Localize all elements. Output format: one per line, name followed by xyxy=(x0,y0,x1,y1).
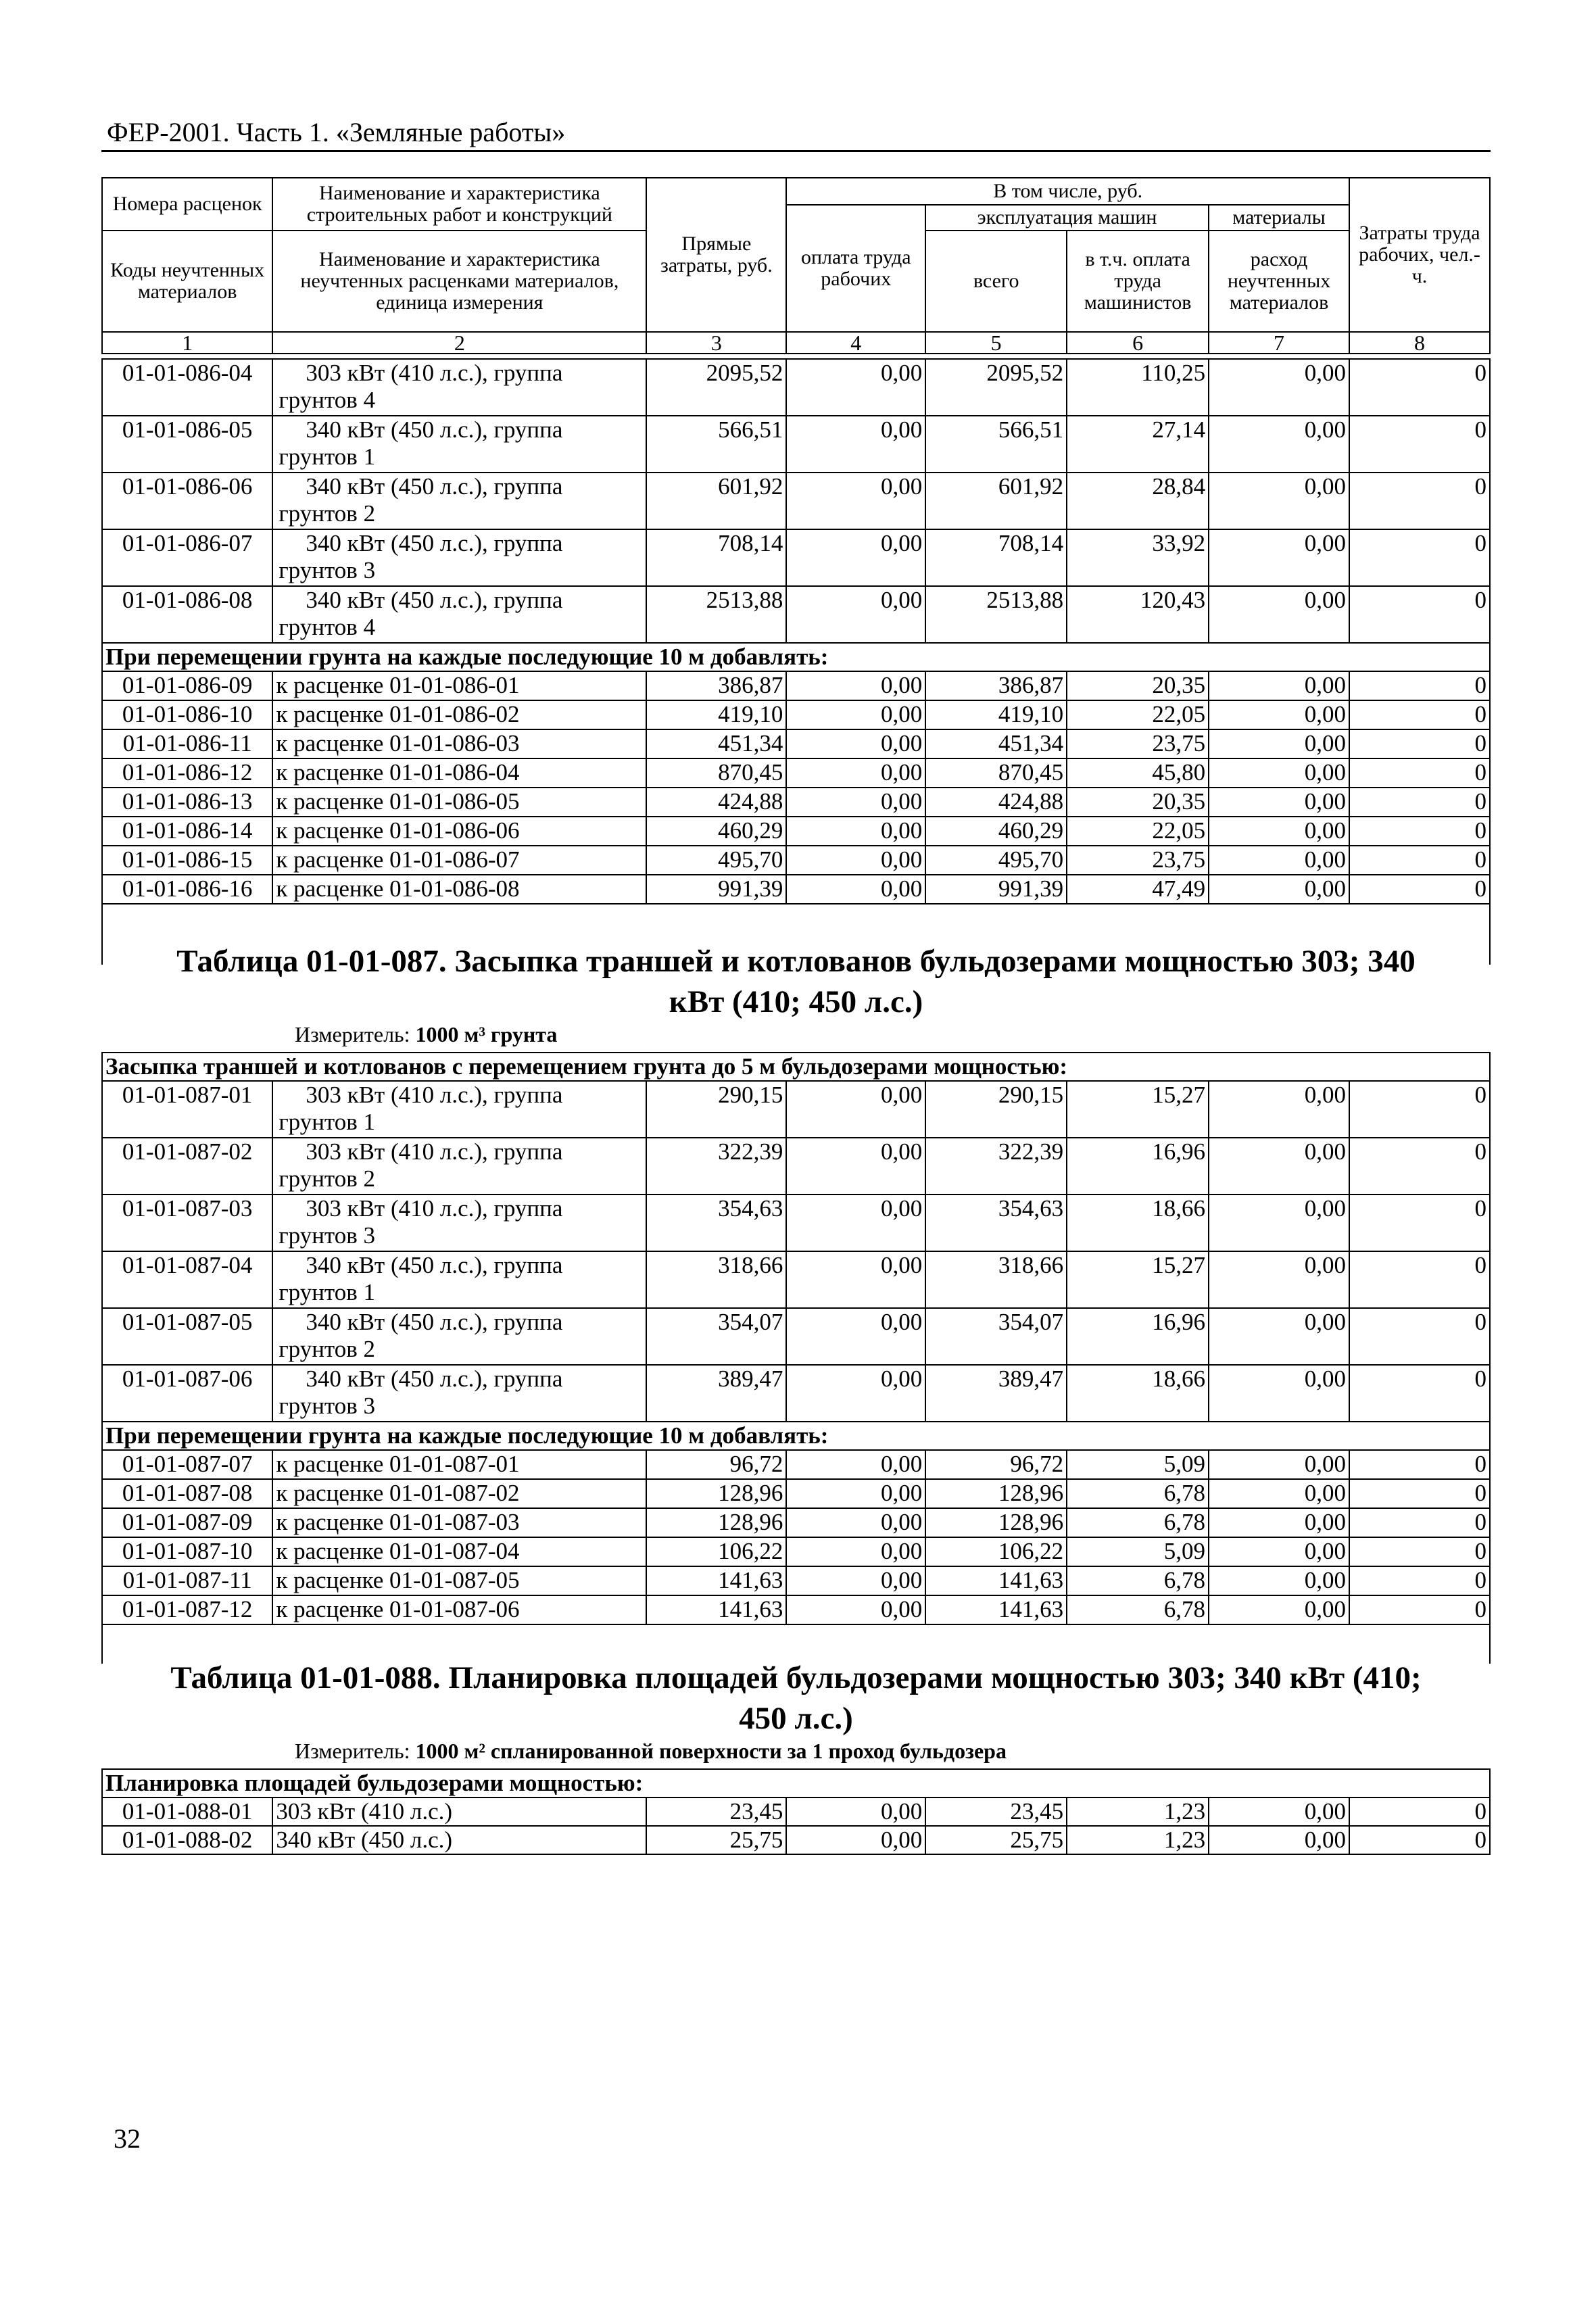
direct-costs-value: 2095,52 xyxy=(646,359,786,416)
material-consumption-value: 0,00 xyxy=(1209,586,1349,643)
machinist-pay-value: 22,05 xyxy=(1067,817,1209,846)
worker-pay-value: 0,00 xyxy=(786,1081,925,1138)
rate-name: 303 кВт (410 л.с.) xyxy=(272,1798,646,1826)
machine-total-value: 2513,88 xyxy=(925,586,1067,643)
rate-code: 01-01-087-02 xyxy=(102,1138,272,1195)
rate-name-line2: грунтов 3 xyxy=(279,1222,376,1249)
rate-name: к расценке 01-01-087-01 xyxy=(272,1450,646,1479)
machinist-pay-value: 22,05 xyxy=(1067,700,1209,729)
machinist-pay-value: 18,66 xyxy=(1067,1195,1209,1251)
rate-code: 01-01-086-10 xyxy=(102,700,272,729)
rate-code: 01-01-087-04 xyxy=(102,1251,272,1308)
rate-name xyxy=(272,359,646,416)
col-machine-total: всего xyxy=(925,231,1067,332)
rate-name-line1: 340 кВт (450 л.с.), группа xyxy=(306,1366,563,1392)
machinist-pay-value: 6,78 xyxy=(1067,1595,1209,1624)
material-consumption-value: 0,00 xyxy=(1209,1566,1349,1595)
machine-total-value: 128,96 xyxy=(925,1508,1067,1537)
direct-costs-value: 318,66 xyxy=(646,1251,786,1308)
material-consumption-value: 0,00 xyxy=(1209,1537,1349,1566)
table-row xyxy=(102,1308,1490,1365)
page-number: 32 xyxy=(114,2123,141,2154)
table-row xyxy=(102,1081,1490,1138)
rate-name xyxy=(272,1138,646,1195)
table-row xyxy=(102,1195,1490,1251)
worker-pay-value: 0,00 xyxy=(786,1508,925,1537)
machine-total-value: 318,66 xyxy=(925,1251,1067,1308)
table-row xyxy=(102,817,1490,846)
direct-costs-value: 870,45 xyxy=(646,758,786,788)
machine-total-value: 460,29 xyxy=(925,817,1067,846)
table-row xyxy=(102,875,1490,904)
machine-total-value: 389,47 xyxy=(925,1365,1067,1422)
direct-costs-value: 128,96 xyxy=(646,1508,786,1537)
direct-costs-value: 128,96 xyxy=(646,1479,786,1508)
machine-total-value: 2095,52 xyxy=(925,359,1067,416)
table-row xyxy=(102,1138,1490,1195)
machine-total-value: 419,10 xyxy=(925,700,1067,729)
rate-name-line1: 340 кВт (450 л.с.), группа xyxy=(306,587,563,613)
labor-hours-value: 0 xyxy=(1349,529,1490,586)
rate-name: к расценке 01-01-087-03 xyxy=(272,1508,646,1537)
rate-code: 01-01-086-07 xyxy=(102,529,272,586)
material-consumption-value: 0,00 xyxy=(1209,1508,1349,1537)
rate-code: 01-01-086-11 xyxy=(102,729,272,758)
rate-name: к расценке 01-01-086-02 xyxy=(272,700,646,729)
table-row xyxy=(102,758,1490,788)
rate-code: 01-01-086-09 xyxy=(102,671,272,700)
machine-total-value: 424,88 xyxy=(925,788,1067,817)
machinist-pay-value: 1,23 xyxy=(1067,1798,1209,1826)
material-consumption-value: 0,00 xyxy=(1209,1195,1349,1251)
labor-hours-value: 0 xyxy=(1349,1566,1490,1595)
direct-costs-value: 601,92 xyxy=(646,473,786,529)
labor-hours-value: 0 xyxy=(1349,359,1490,416)
machinist-pay-value: 23,75 xyxy=(1067,729,1209,758)
table-row xyxy=(102,1798,1490,1826)
machine-total-value: 96,72 xyxy=(925,1450,1067,1479)
worker-pay-value: 0,00 xyxy=(786,1450,925,1479)
machinist-pay-value: 47,49 xyxy=(1067,875,1209,904)
direct-costs-value: 354,63 xyxy=(646,1195,786,1251)
rate-code: 01-01-087-09 xyxy=(102,1508,272,1537)
col-material-name: Наименование и характеристика неучтенных расценками материалов, единица измерения xyxy=(272,231,646,332)
rate-code: 01-01-086-04 xyxy=(102,359,272,416)
machine-total-value: 128,96 xyxy=(925,1479,1067,1508)
add-caption-087-text: При перемещении грунта на каждые последующие 10 м добавлять: xyxy=(102,1422,1490,1450)
rate-code: 01-01-086-15 xyxy=(102,846,272,875)
machinist-pay-value: 23,75 xyxy=(1067,846,1209,875)
labor-hours-value: 0 xyxy=(1349,1251,1490,1308)
rate-code: 01-01-087-07 xyxy=(102,1450,272,1479)
machine-total-value: 495,70 xyxy=(925,846,1067,875)
table-088-rates xyxy=(101,1768,1491,1855)
labor-hours-value: 0 xyxy=(1349,817,1490,846)
machinist-pay-value: 20,35 xyxy=(1067,671,1209,700)
rate-name: к расценке 01-01-086-01 xyxy=(272,671,646,700)
worker-pay-value: 0,00 xyxy=(786,1479,925,1508)
material-consumption-value: 0,00 xyxy=(1209,529,1349,586)
labor-hours-value: 0 xyxy=(1349,416,1490,473)
machinist-pay-value: 27,14 xyxy=(1067,416,1209,473)
rate-name: к расценке 01-01-086-06 xyxy=(272,817,646,846)
material-consumption-value: 0,00 xyxy=(1209,817,1349,846)
direct-costs-value: 290,15 xyxy=(646,1081,786,1138)
rate-name-line1: 303 кВт (410 л.с.), группа xyxy=(306,1082,563,1108)
caption-087-text: Засыпка траншей и котлованов с перемещением грунта до 5 м бульдозерами мощностью: xyxy=(102,1053,1490,1081)
machine-total-value: 991,39 xyxy=(925,875,1067,904)
direct-costs-value: 2513,88 xyxy=(646,586,786,643)
rate-name: к расценке 01-01-086-08 xyxy=(272,875,646,904)
labor-hours-value: 0 xyxy=(1349,1798,1490,1826)
material-consumption-value: 0,00 xyxy=(1209,1251,1349,1308)
rate-name: к расценке 01-01-087-02 xyxy=(272,1479,646,1508)
material-consumption-value: 0,00 xyxy=(1209,359,1349,416)
col-machinist-pay: в т.ч. оплата труда машинистов xyxy=(1067,231,1209,332)
machine-total-value: 141,63 xyxy=(925,1566,1067,1595)
direct-costs-value: 25,75 xyxy=(646,1826,786,1854)
machine-total-value: 141,63 xyxy=(925,1595,1067,1624)
direct-costs-value: 23,45 xyxy=(646,1798,786,1826)
col-materials: материалы xyxy=(1209,205,1349,231)
table-row xyxy=(102,671,1490,700)
rate-name: к расценке 01-01-086-03 xyxy=(272,729,646,758)
rate-name-line2: грунтов 2 xyxy=(279,1165,376,1192)
table-088-unit: Измеритель: 1000 м² спланированной поверхности за 1 проход бульдозера xyxy=(295,1739,1007,1763)
worker-pay-value: 0,00 xyxy=(786,875,925,904)
col-material-consumption: расход неучтенных материалов xyxy=(1209,231,1349,332)
rate-name-line1: 340 кВт (450 л.с.), группа xyxy=(306,1252,563,1278)
worker-pay-value: 0,00 xyxy=(786,1308,925,1365)
machinist-pay-value: 45,80 xyxy=(1067,758,1209,788)
rate-code: 01-01-088-02 xyxy=(102,1826,272,1854)
direct-costs-value: 354,07 xyxy=(646,1308,786,1365)
col-machine-operation: эксплуатация машин xyxy=(925,205,1209,231)
machine-total-value: 354,07 xyxy=(925,1308,1067,1365)
machinist-pay-value: 15,27 xyxy=(1067,1251,1209,1308)
rate-name-line1: 340 кВт (450 л.с.), группа xyxy=(306,473,563,500)
rate-name-line2: грунтов 4 xyxy=(279,387,376,413)
worker-pay-value: 0,00 xyxy=(786,758,925,788)
direct-costs-value: 495,70 xyxy=(646,846,786,875)
worker-pay-value: 0,00 xyxy=(786,359,925,416)
table-row xyxy=(102,416,1490,473)
rate-name-line2: грунтов 3 xyxy=(279,557,376,583)
rate-name: 340 кВт (450 л.с.) xyxy=(272,1826,646,1854)
table-row xyxy=(102,846,1490,875)
worker-pay-value: 0,00 xyxy=(786,729,925,758)
rate-name: к расценке 01-01-087-04 xyxy=(272,1537,646,1566)
worker-pay-value: 0,00 xyxy=(786,1566,925,1595)
material-consumption-value: 0,00 xyxy=(1209,416,1349,473)
caption-088-text: Планировка площадей бульдозерами мощностью: xyxy=(102,1769,1490,1798)
machinist-pay-value: 6,78 xyxy=(1067,1479,1209,1508)
labor-hours-value: 0 xyxy=(1349,700,1490,729)
material-consumption-value: 0,00 xyxy=(1209,875,1349,904)
material-consumption-value: 0,00 xyxy=(1209,1826,1349,1854)
rate-name xyxy=(272,1365,646,1422)
worker-pay-value: 0,00 xyxy=(786,1365,925,1422)
table-row xyxy=(102,729,1490,758)
caption-087 xyxy=(102,1053,1490,1081)
rate-name xyxy=(272,1308,646,1365)
material-consumption-value: 0,00 xyxy=(1209,788,1349,817)
rate-name: к расценке 01-01-086-05 xyxy=(272,788,646,817)
rate-name-line2: грунтов 4 xyxy=(279,614,376,640)
material-consumption-value: 0,00 xyxy=(1209,1365,1349,1422)
rate-name-line2: грунтов 2 xyxy=(279,500,376,527)
machinist-pay-value: 16,96 xyxy=(1067,1308,1209,1365)
machine-total-value: 386,87 xyxy=(925,671,1067,700)
worker-pay-value: 0,00 xyxy=(786,1595,925,1624)
labor-hours-value: 0 xyxy=(1349,1537,1490,1566)
material-consumption-value: 0,00 xyxy=(1209,473,1349,529)
labor-hours-value: 0 xyxy=(1349,1365,1490,1422)
labor-hours-value: 0 xyxy=(1349,1138,1490,1195)
rate-code: 01-01-087-06 xyxy=(102,1365,272,1422)
add-caption-086-text: При перемещении грунта на каждые последующие 10 м добавлять: xyxy=(102,643,1490,671)
table-row xyxy=(102,1479,1490,1508)
worker-pay-value: 0,00 xyxy=(786,1251,925,1308)
machinist-pay-value: 33,92 xyxy=(1067,529,1209,586)
material-consumption-value: 0,00 xyxy=(1209,1138,1349,1195)
worker-pay-value: 0,00 xyxy=(786,817,925,846)
labor-hours-value: 0 xyxy=(1349,875,1490,904)
table-088-title: Таблица 01-01-088. Планировка площадей бульдозерами мощностью 303; 340 кВт (410; 450 л.с.) xyxy=(170,1660,1422,1736)
direct-costs-value: 141,63 xyxy=(646,1595,786,1624)
machinist-pay-value: 6,78 xyxy=(1067,1566,1209,1595)
rate-code: 01-01-087-12 xyxy=(102,1595,272,1624)
table-087-unit: Измеритель: 1000 м³ грунта xyxy=(295,1022,558,1046)
table-row xyxy=(102,473,1490,529)
worker-pay-value: 0,00 xyxy=(786,788,925,817)
col-direct-costs: Прямые затраты, руб. xyxy=(646,178,786,332)
material-consumption-value: 0,00 xyxy=(1209,700,1349,729)
labor-hours-value: 0 xyxy=(1349,1595,1490,1624)
labor-hours-value: 0 xyxy=(1349,758,1490,788)
col-work-name: Наименование и характеристика строительных работ и конструкций xyxy=(272,178,646,231)
rate-code: 01-01-088-01 xyxy=(102,1798,272,1826)
rate-name: к расценке 01-01-086-07 xyxy=(272,846,646,875)
labor-hours-value: 0 xyxy=(1349,788,1490,817)
rate-name-line1: 303 кВт (410 л.с.), группа xyxy=(306,1195,563,1222)
table-087-rates xyxy=(101,1052,1491,1664)
rate-name xyxy=(272,529,646,586)
add-caption-087 xyxy=(102,1422,1490,1450)
machinist-pay-value: 20,35 xyxy=(1067,788,1209,817)
table-row xyxy=(102,1365,1490,1422)
worker-pay-value: 0,00 xyxy=(786,586,925,643)
table-row xyxy=(102,1251,1490,1308)
labor-hours-value: 0 xyxy=(1349,729,1490,758)
labor-hours-value: 0 xyxy=(1349,1450,1490,1479)
col-material-code: Коды неучтенных материалов xyxy=(102,231,272,332)
worker-pay-value: 0,00 xyxy=(786,700,925,729)
rate-name-line1: 340 кВт (450 л.с.), группа xyxy=(306,416,563,443)
machinist-pay-value: 16,96 xyxy=(1067,1138,1209,1195)
table-086-rates xyxy=(101,358,1491,965)
labor-hours-value: 0 xyxy=(1349,1195,1490,1251)
machinist-pay-value: 6,78 xyxy=(1067,1508,1209,1537)
material-consumption-value: 0,00 xyxy=(1209,758,1349,788)
table-row xyxy=(102,359,1490,416)
machine-total-value: 25,75 xyxy=(925,1826,1067,1854)
machine-total-value: 106,22 xyxy=(925,1537,1067,1566)
direct-costs-value: 389,47 xyxy=(646,1365,786,1422)
rate-name-line1: 303 кВт (410 л.с.), группа xyxy=(306,1138,563,1165)
worker-pay-value: 0,00 xyxy=(786,529,925,586)
machine-total-value: 601,92 xyxy=(925,473,1067,529)
material-consumption-value: 0,00 xyxy=(1209,1479,1349,1508)
rate-code: 01-01-087-05 xyxy=(102,1308,272,1365)
rate-code: 01-01-087-03 xyxy=(102,1195,272,1251)
material-consumption-value: 0,00 xyxy=(1209,729,1349,758)
direct-costs-value: 141,63 xyxy=(646,1566,786,1595)
direct-costs-value: 460,29 xyxy=(646,817,786,846)
col-group-including: В том числе, руб. xyxy=(786,178,1349,205)
labor-hours-value: 0 xyxy=(1349,1081,1490,1138)
machine-total-value: 870,45 xyxy=(925,758,1067,788)
direct-costs-value: 96,72 xyxy=(646,1450,786,1479)
machinist-pay-value: 28,84 xyxy=(1067,473,1209,529)
material-consumption-value: 0,00 xyxy=(1209,671,1349,700)
machinist-pay-value: 5,09 xyxy=(1067,1537,1209,1566)
direct-costs-value: 991,39 xyxy=(646,875,786,904)
rate-code: 01-01-086-12 xyxy=(102,758,272,788)
table-row xyxy=(102,1450,1490,1479)
material-consumption-value: 0,00 xyxy=(1209,1595,1349,1624)
material-consumption-value: 0,00 xyxy=(1209,1308,1349,1365)
direct-costs-value: 451,34 xyxy=(646,729,786,758)
rate-code: 01-01-086-16 xyxy=(102,875,272,904)
labor-hours-value: 0 xyxy=(1349,473,1490,529)
worker-pay-value: 0,00 xyxy=(786,1195,925,1251)
column-index-row: 1 2 3 4 5 6 7 8 xyxy=(102,332,1490,354)
rate-name xyxy=(272,586,646,643)
direct-costs-value: 708,14 xyxy=(646,529,786,586)
col-labor-hours: Затраты труда рабочих, чел.-ч. xyxy=(1349,178,1490,332)
rate-name-line2: грунтов 1 xyxy=(279,1109,376,1135)
labor-hours-value: 0 xyxy=(1349,1308,1490,1365)
labor-hours-value: 0 xyxy=(1349,1479,1490,1508)
machine-total-value: 566,51 xyxy=(925,416,1067,473)
rate-code: 01-01-086-05 xyxy=(102,416,272,473)
rate-name-line2: грунтов 1 xyxy=(279,443,376,470)
rate-name xyxy=(272,473,646,529)
worker-pay-value: 0,00 xyxy=(786,846,925,875)
table-087-title: Таблица 01-01-087. Засыпка траншей и котлованов бульдозерами мощностью 303; 340 кВт (410; 450 л.с.) xyxy=(176,944,1416,1019)
material-consumption-value: 0,00 xyxy=(1209,1798,1349,1826)
rate-name xyxy=(272,1195,646,1251)
rate-name: к расценке 01-01-086-04 xyxy=(272,758,646,788)
machine-total-value: 708,14 xyxy=(925,529,1067,586)
worker-pay-value: 0,00 xyxy=(786,1826,925,1854)
table-row xyxy=(102,1826,1490,1854)
rate-name-line2: грунтов 2 xyxy=(279,1336,376,1362)
table-row xyxy=(102,700,1490,729)
rate-name xyxy=(272,416,646,473)
labor-hours-value: 0 xyxy=(1349,671,1490,700)
col-worker-pay: оплата труда рабочих xyxy=(786,205,925,332)
rate-name xyxy=(272,1081,646,1138)
direct-costs-value: 424,88 xyxy=(646,788,786,817)
labor-hours-value: 0 xyxy=(1349,846,1490,875)
table-row xyxy=(102,1595,1490,1624)
rate-name-line2: грунтов 1 xyxy=(279,1279,376,1305)
worker-pay-value: 0,00 xyxy=(786,1537,925,1566)
direct-costs-value: 566,51 xyxy=(646,416,786,473)
material-consumption-value: 0,00 xyxy=(1209,1450,1349,1479)
rate-code: 01-01-087-11 xyxy=(102,1566,272,1595)
machinist-pay-value: 18,66 xyxy=(1067,1365,1209,1422)
machinist-pay-value: 1,23 xyxy=(1067,1826,1209,1854)
table-row xyxy=(102,586,1490,643)
table-row xyxy=(102,788,1490,817)
direct-costs-value: 106,22 xyxy=(646,1537,786,1566)
machinist-pay-value: 5,09 xyxy=(1067,1450,1209,1479)
labor-hours-value: 0 xyxy=(1349,586,1490,643)
rate-code: 01-01-087-10 xyxy=(102,1537,272,1566)
worker-pay-value: 0,00 xyxy=(786,1138,925,1195)
table-row xyxy=(102,1508,1490,1537)
rate-name: к расценке 01-01-087-05 xyxy=(272,1566,646,1595)
rate-code: 01-01-086-13 xyxy=(102,788,272,817)
rate-code: 01-01-086-14 xyxy=(102,817,272,846)
rate-name-line1: 340 кВт (450 л.с.), группа xyxy=(306,530,563,556)
add-caption-086 xyxy=(102,643,1490,671)
page-header: ФЕР-2001. Часть 1. «Земляные работы» xyxy=(107,117,566,147)
material-consumption-value: 0,00 xyxy=(1209,846,1349,875)
machine-total-value: 23,45 xyxy=(925,1798,1067,1826)
col-rate-number: Номера расценок xyxy=(102,178,272,231)
rate-code: 01-01-086-06 xyxy=(102,473,272,529)
worker-pay-value: 0,00 xyxy=(786,1798,925,1826)
worker-pay-value: 0,00 xyxy=(786,473,925,529)
rate-name-line1: 303 кВт (410 л.с.), группа xyxy=(306,360,563,386)
worker-pay-value: 0,00 xyxy=(786,671,925,700)
labor-hours-value: 0 xyxy=(1349,1826,1490,1854)
table-row xyxy=(102,1566,1490,1595)
rate-name-line1: 340 кВт (450 л.с.), группа xyxy=(306,1309,563,1335)
table-row xyxy=(102,1537,1490,1566)
table-row xyxy=(102,529,1490,586)
caption-088 xyxy=(102,1769,1490,1798)
material-consumption-value: 0,00 xyxy=(1209,1081,1349,1138)
rate-name-line2: грунтов 3 xyxy=(279,1393,376,1419)
rate-name: к расценке 01-01-087-06 xyxy=(272,1595,646,1624)
machine-total-value: 451,34 xyxy=(925,729,1067,758)
rate-code: 01-01-086-08 xyxy=(102,586,272,643)
header-rule xyxy=(101,150,1491,152)
direct-costs-value: 386,87 xyxy=(646,671,786,700)
rate-code: 01-01-087-01 xyxy=(102,1081,272,1138)
machine-total-value: 354,63 xyxy=(925,1195,1067,1251)
direct-costs-value: 419,10 xyxy=(646,700,786,729)
labor-hours-value: 0 xyxy=(1349,1508,1490,1537)
machine-total-value: 290,15 xyxy=(925,1081,1067,1138)
worker-pay-value: 0,00 xyxy=(786,416,925,473)
rate-name xyxy=(272,1251,646,1308)
direct-costs-value: 322,39 xyxy=(646,1138,786,1195)
rate-code: 01-01-087-08 xyxy=(102,1479,272,1508)
machine-total-value: 322,39 xyxy=(925,1138,1067,1195)
column-header-table xyxy=(101,177,1491,354)
machinist-pay-value: 110,25 xyxy=(1067,359,1209,416)
machinist-pay-value: 15,27 xyxy=(1067,1081,1209,1138)
machinist-pay-value: 120,43 xyxy=(1067,586,1209,643)
